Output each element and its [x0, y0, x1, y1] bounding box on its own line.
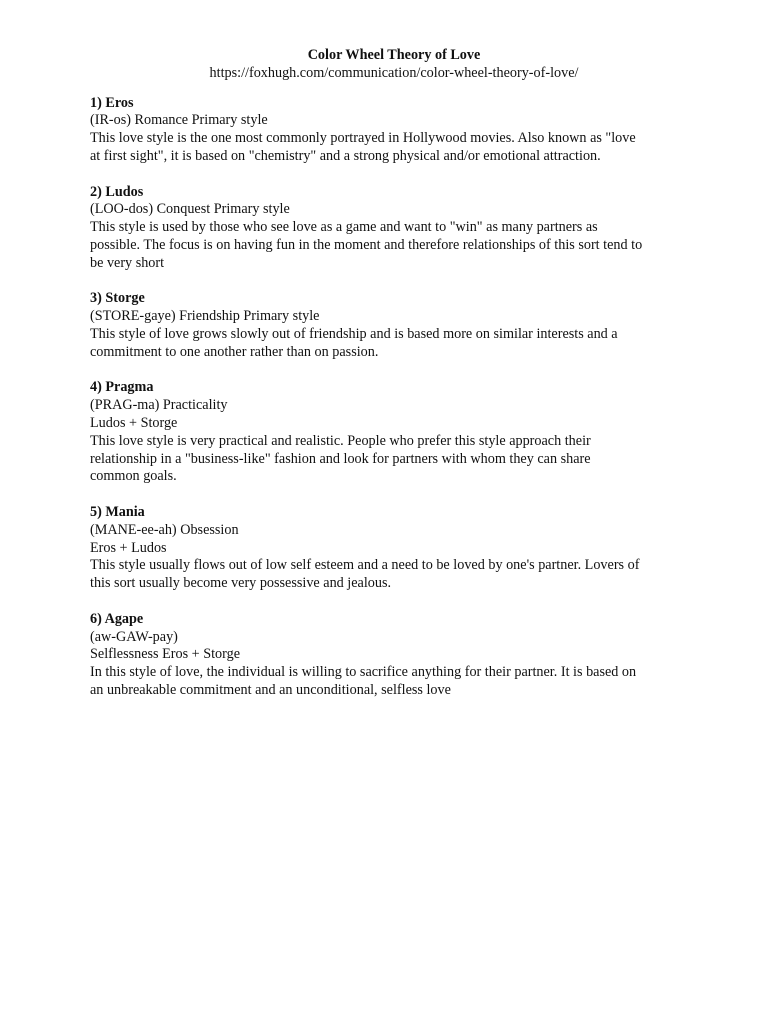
section-heading: 6) Agape — [90, 610, 144, 627]
section-line: This love style is the one most commonly portrayed in Hollywood movies. Also known as "love — [90, 130, 636, 147]
section-heading: 2) Ludos — [90, 183, 144, 200]
section-heading: 1) Eros — [90, 94, 134, 111]
section-line: commitment to one another rather than on passion. — [90, 343, 379, 360]
section-line: relationship in a "business-like" fashion and look for partners with whom they can share — [90, 450, 591, 467]
section-line: Selflessness Eros + Storge — [90, 646, 241, 663]
section-line: (MANE-ee-ah) Obsession — [90, 521, 239, 538]
section-line: (LOO-dos) Conquest Primary style — [90, 201, 290, 218]
section-line: at first sight", it is based on "chemistry" and a strong physical and/or emotional attraction. — [90, 147, 601, 164]
section-line: This style is used by those who see love as a game and want to "win" as many partners as — [90, 219, 598, 236]
section-mania — [90, 504, 690, 593]
section-line: (IR-os) Romance Primary style — [90, 112, 268, 129]
section-line: (PRAG-ma) Practicality — [90, 397, 228, 414]
section-line: This style of love grows slowly out of friendship and is based more on similar interests and a — [90, 325, 618, 342]
source-url: https://foxhugh.com/communication/color-wheel-theory-of-love/ — [209, 64, 579, 81]
document-page — [90, 47, 690, 717]
section-line: This love style is very practical and realistic. People who prefer this style approach their — [90, 432, 591, 449]
section-heading: 3) Storge — [90, 290, 145, 307]
section-line: possible. The focus is on having fun in the moment and therefore relationships of this sort tend to — [90, 236, 643, 253]
section-heading: 5) Mania — [90, 503, 145, 520]
section-line: be very short — [90, 254, 165, 271]
section-line: (STORE-gaye) Friendship Primary style — [90, 308, 320, 325]
document-title: Color Wheel Theory of Love — [307, 47, 481, 63]
section-pragma — [90, 379, 690, 486]
section-storge — [90, 290, 690, 361]
section-line: (aw-GAW-pay) — [90, 628, 178, 645]
section-line: In this style of love, the individual is willing to sacrifice anything for their partner. It is based on — [90, 664, 637, 681]
section-agape — [90, 611, 690, 700]
section-line: this sort usually become very possessive and jealous. — [90, 575, 392, 592]
section-eros — [90, 95, 690, 166]
section-line: Ludos + Storge — [90, 414, 178, 431]
section-line: Eros + Ludos — [90, 539, 167, 556]
section-line: an unbreakable commitment and an unconditional, selfless love — [90, 681, 451, 698]
section-heading: 4) Pragma — [90, 379, 154, 396]
section-line: common goals. — [90, 468, 177, 485]
section-ludos — [90, 184, 690, 273]
section-line: This style usually flows out of low self esteem and a need to be loved by one's partner. Lovers of — [90, 557, 640, 574]
